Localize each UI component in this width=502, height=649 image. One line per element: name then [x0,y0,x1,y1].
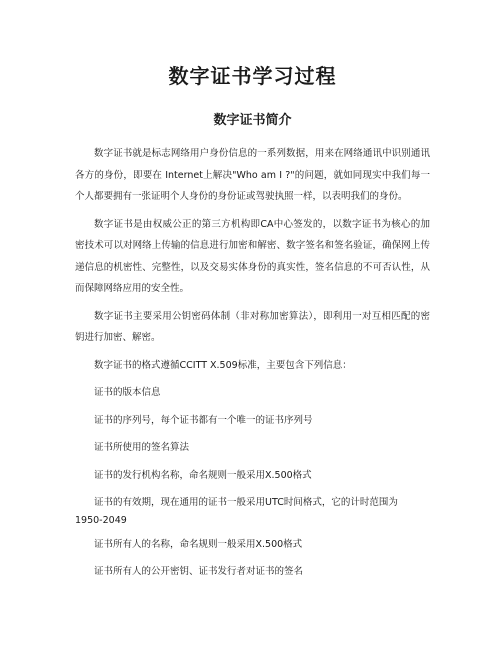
paragraph-public-key: 数字证书主要采用公钥密码体制（非对称加密算法），即利用一对互相匹配的密钥进行加密、解密。 [75,310,430,343]
field-issuer: 证书的发行机构名称，命名规则一般采用X.500格式 [94,469,312,481]
section-title: 数字证书简介 [213,113,292,128]
paragraph-intro: 数字证书就是标志网络用户身份信息的一系列数据，用来在网络通讯中识别通讯各方的身份，即要在 Internet上解决"Who am I ?"的问题，就如同现实中我们每一个人都要拥有一张证明个人身份的身份证或驾驶执照一样，以表明我们的身份。 [75,148,430,202]
field-validity [75,492,430,528]
document-body [75,143,430,583]
field-version: 证书的版本信息 [94,387,161,398]
field-validity-range: 1950-2049 [75,514,127,526]
field-serial: 证书的序列号，每个证书都有一个唯一的证书序列号 [94,414,313,426]
paragraph-ca: 数字证书是由权威公正的第三方机构即CA中心签发的，以数字证书为核心的加密技术可以对网络上传输的信息进行加密和解密、数字签名和签名验证，确保网上传递信息的机密性、完整性，以及交易实体身份的真实性，签名信息的不可否认性，从而保障网络应用的安全性。 [75,218,430,294]
field-subject: 证书所有人的名称，命名规则一般采用X.500格式 [94,538,303,550]
paragraph-format: 数字证书的格式遵循CCITT X.509标准，主要包含下列信息： [94,359,352,371]
field-validity-text: 证书的有效期，现在通用的证书一般采用UTC时间格式，它的计时范围为 [94,497,398,508]
document-title: 数字证书学习过程 [168,64,337,88]
field-signature-algorithm: 证书所使用的签名算法 [94,442,190,453]
field-public-key-signature: 证书所有人的公开密钥、证书发行者对证书的签名 [94,566,304,577]
